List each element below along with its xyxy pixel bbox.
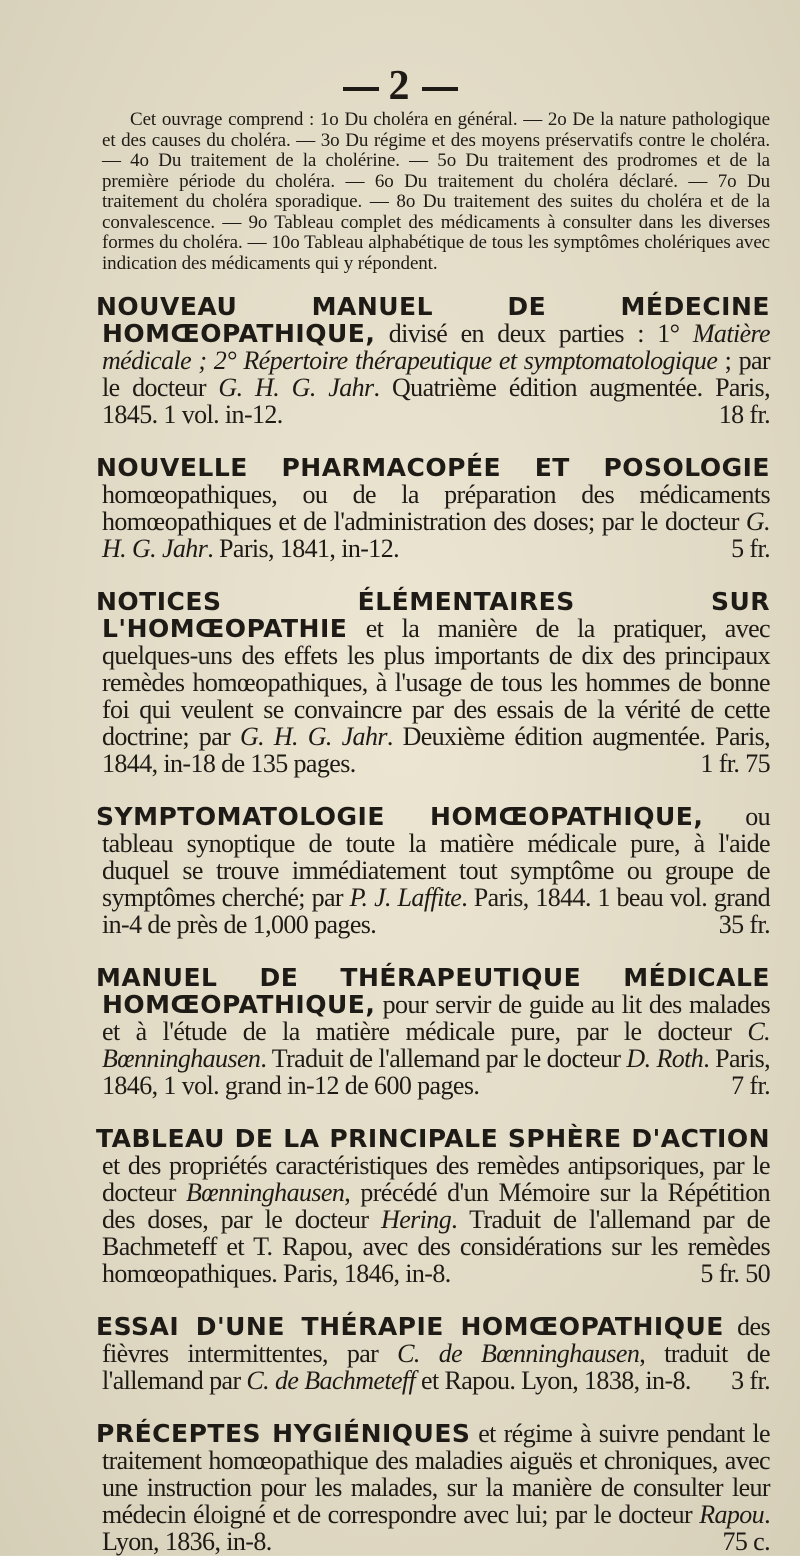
entry-author: D. Roth: [626, 1044, 704, 1073]
entry-title: MANUEL DE THÉRAPEUTIQUE MÉDICALE HOMŒOPATHIQUE,: [96, 963, 770, 1019]
entry-title: PRÉCEPTES HYGIÉNIQUES: [96, 1419, 471, 1448]
page-number-dash-left: [343, 87, 379, 91]
entry-text: ; par le docteur: [102, 346, 770, 402]
catalog-entry: [98, 1125, 770, 1287]
page-number: [0, 62, 800, 110]
entry-price: 18 fr.: [718, 400, 770, 429]
entry-author: P. J. Laffite: [349, 883, 462, 912]
entry-author: C. de Bœnninghausen: [397, 1339, 640, 1368]
catalog-entry: [98, 293, 770, 428]
entry-price: 3 fr.: [731, 1366, 770, 1395]
entry-text: . Quatrième édition augmentée. Paris, 1845. 1 vol. in-12.: [102, 373, 770, 429]
entry-author: G. H. G. Jahr: [102, 507, 770, 563]
entry-title: ESSAI D'UNE THÉRAPIE HOMŒOPATHIQUE: [96, 1312, 724, 1341]
entry-text: . Lyon, 1836, in-8.: [102, 1500, 770, 1556]
entry-price: 5 fr. 50: [700, 1259, 770, 1288]
entry-text: ou tableau synoptique de toute la matière médicale pure, à l'aide duquel se trouve immédiatement tout symptôme ou groupe de symptômes cherché; par: [102, 802, 770, 912]
entry-text: . Deuxième édition augmentée. Paris, 1844, in-18 de 135 pages.: [102, 722, 771, 778]
entry-author: G. H. G. Jahr: [240, 722, 387, 751]
entry-text: . Paris, 1844. 1 beau vol. grand in-4 de près de 1,000 pages.: [102, 883, 770, 939]
entry-author: Bœnninghausen: [185, 1178, 345, 1207]
entry-text: et Rapou. Lyon, 1838, in-8.: [415, 1366, 691, 1395]
entry-text: , précédé d'un Mémoire sur la Répétition des doses, par le docteur: [102, 1178, 770, 1234]
entry-title: NOTICES ÉLÉMENTAIRES SUR L'HOMŒOPATHIE: [96, 587, 770, 643]
entry-author: C. Bœnninghausen: [102, 1017, 770, 1073]
catalog-entry: [98, 454, 770, 562]
catalog-entry: [98, 1420, 770, 1555]
entry-text: , traduit de l'allemand par: [102, 1339, 770, 1395]
page-number-dash-right: [422, 87, 458, 91]
entry-text: . Traduit de l'allemand par le docteur: [260, 1044, 627, 1073]
entry-author: G. H. G. Jahr: [218, 373, 374, 402]
catalog-entry: [98, 803, 770, 938]
entry-title: TABLEAU DE LA PRINCIPALE SPHÈRE D'ACTION: [96, 1124, 770, 1153]
entry-author: C. de Bachmeteff: [246, 1366, 416, 1395]
entry-price: 75 c.: [722, 1527, 770, 1556]
entry-text: . Paris, 1846, 1 vol. grand in-12 de 600 pages.: [102, 1044, 770, 1100]
entry-price: 1 fr. 75: [700, 749, 770, 778]
entry-text: homœopathiques, ou de la préparation des médicaments homœopathiques et de l'administration des doses; par le docteur: [102, 480, 770, 536]
entry-text: et des propriétés caractéristiques des remèdes antipsoriques, par le docteur: [102, 1151, 770, 1207]
catalog-entries: [98, 293, 770, 1555]
entry-price: 7 fr.: [731, 1071, 770, 1100]
entry-author: Rapou: [699, 1500, 765, 1529]
entry-text: . Traduit de l'allemand par de Bachmeteff et T. Rapou, avec des considérations sur les remèdes homœopathiques. Paris, 1846, in-8.: [102, 1205, 771, 1288]
entry-price: 35 fr.: [718, 910, 770, 939]
page-number-value: 2: [388, 63, 412, 109]
catalog-entry: [98, 588, 770, 777]
entry-text: des fièvres intermittentes, par: [102, 1312, 770, 1368]
entry-text: et régime à suivre pendant le traitement homœopathique des maladies aiguës et chroniques, avec une instruction pour les malades, sur la manière de consulter leur médecin éloigné et de correspondre avec lui; par le docteur: [102, 1419, 770, 1529]
intro-paragraph: Cet ouvrage comprend : 1o Du choléra en général. — 2o De la nature pathologique et des causes du choléra. — 3o Du régime et des moyens préservatifs contre le choléra. — 4o Du traitement de la cholérine. — 5o Du traitement des prodromes et de la première période du choléra. — 6o Du traitement du choléra déclaré. — 7o Du traitement du choléra sporadique. — 8o Du traitement des suites du choléra et de la convalescence. — 9o Tableau complet des médicaments à consulter dans les diverses formes du choléra. — 10o Tableau alphabétique de tous les symptômes cholériques avec indication des médicaments qui y répondent.: [102, 109, 770, 274]
catalog-entry: [98, 1313, 770, 1394]
entry-text: divisé en deux parties : 1°: [375, 319, 693, 348]
entry-title: NOUVELLE PHARMACOPÉE ET POSOLOGIE: [96, 453, 770, 482]
entry-title: NOUVEAU MANUEL DE MÉDECINE HOMŒOPATHIQUE,: [96, 292, 770, 348]
entry-author: Matière médicale ; 2° Répertoire thérapeutique et symptomatologique: [102, 319, 770, 375]
entry-text: pour servir de guide au lit des malades et à l'étude de la matière médicale pure, par le docteur: [102, 990, 770, 1046]
entry-text: et la manière de la pratiquer, avec quelques-uns des effets les plus importants de dix des principaux remèdes homœopathiques, à l'usage de tous les hommes de bonne foi qui veulent se convaincre par des essais de la vérité de cette doctrine; par: [102, 614, 770, 751]
entry-price: 5 fr.: [731, 534, 770, 563]
catalog-entry: [98, 964, 770, 1099]
entry-text: . Paris, 1841, in-12.: [207, 534, 400, 563]
entry-author: Hering: [381, 1205, 452, 1234]
entry-title: SYMPTOMATOLOGIE HOMŒOPATHIQUE,: [96, 802, 704, 831]
